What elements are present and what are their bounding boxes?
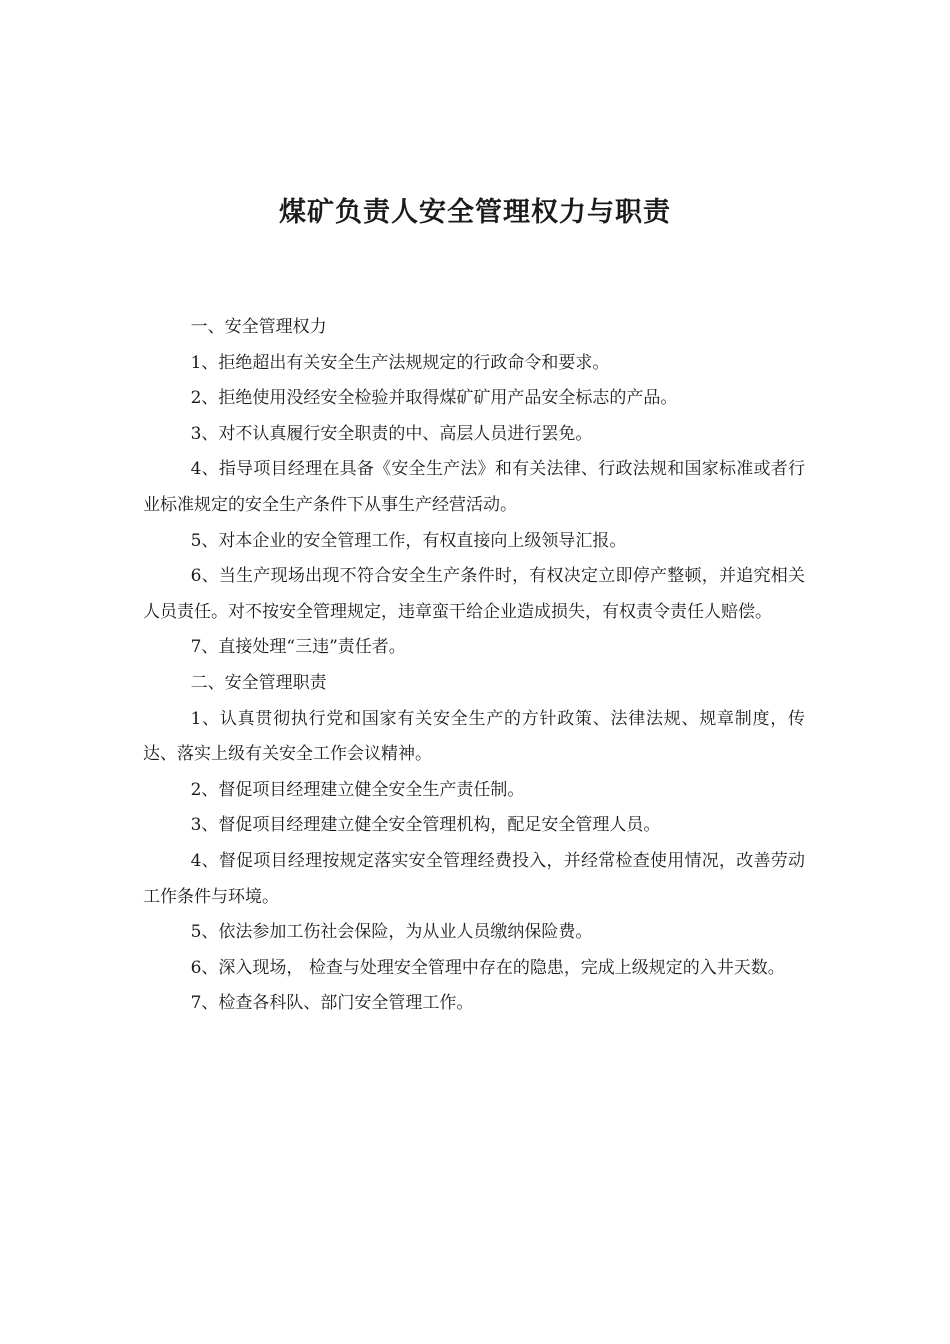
document-title: 煤矿负责人安全管理权力与职责 xyxy=(279,197,671,228)
duties-item-6: 6、深入现场， 检查与处理安全管理中存在的隐患，完成上级规定的入井天数。 xyxy=(190,957,785,978)
document-body xyxy=(143,310,805,1022)
duties-item-7: 7、检查各科队、部门安全管理工作。 xyxy=(190,993,474,1014)
powers-item-4: 4、指导项目经理在具备《安全生产法》和有关法律、行政法规和国家标准或者行业标准规定的安全生产条件下从事生产经营活动。 xyxy=(143,459,805,515)
duties-item-3: 3、督促项目经理建立健全安全管理机构，配足安全管理人员。 xyxy=(190,815,661,836)
powers-item-5: 5、对本企业的安全管理工作，有权直接向上级领导汇报。 xyxy=(190,530,627,551)
duties-item-4: 4、督促项目经理按规定落实安全管理经费投入，并经常检查使用情况，改善劳动工作条件与环境。 xyxy=(143,850,805,907)
powers-item-7: 7、直接处理“三违”责任者。 xyxy=(190,637,406,658)
section-heading-powers: 一、安全管理权力 xyxy=(190,317,327,337)
duties-item-5: 5、依法参加工伤社会保险，为从业人员缴纳保险费。 xyxy=(190,922,593,943)
duties-item-1: 1、认真贯彻执行党和国家有关安全生产的方针政策、法律法规、规章制度，传达、落实上级有关安全工作会议精神。 xyxy=(143,708,805,765)
powers-item-2: 2、拒绝使用没经安全检验并取得煤矿矿用产品安全标志的产品。 xyxy=(190,388,678,409)
duties-item-2: 2、督促项目经理建立健全安全生产责任制。 xyxy=(190,779,525,800)
powers-item-1: 1、拒绝超出有关安全生产法规规定的行政命令和要求。 xyxy=(190,352,610,373)
powers-item-3: 3、对不认真履行安全职责的中、高层人员进行罢免。 xyxy=(190,423,593,444)
section-heading-duties: 二、安全管理职责 xyxy=(190,672,327,693)
powers-item-6: 6、当生产现场出现不符合安全生产条件时，有权决定立即停产整顿，并追究相关人员责任。对不按安全管理规定，违章蛮干给企业造成损失，有权责令责任人赔偿。 xyxy=(143,566,805,622)
